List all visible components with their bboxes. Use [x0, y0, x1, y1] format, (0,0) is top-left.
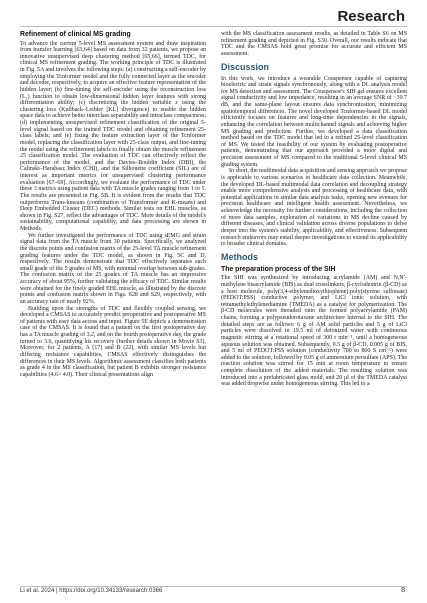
left-column	[20, 31, 206, 378]
paragraph-tdc-method: To advance the current 5-level MS assessment system and draw inspiration from transfer learning [63,64] based on data from 32 patients, we propose an innovative unsupervised deep clustering method [65,66], termed TDC, for clinical MS refinement grading. The working principle of TDC is illustrated in Fig. 5A and involves the following steps: (a) constructing a self-encoder by employing the Tcnformer model and the fully connected layer as the encoder and decoder, respectively, to acquire an effective feature representation of the hidden layer; (b) fine-tuning the self-encoder using the reconstruction loss (L₁) function to obtain low-dimensional hidden layer features with strong differentiation ability; (c) discretizing the hidden variable z using the clustering loss (Kullback–Leibler [KL] divergence) to enable the hidden space data to achieve better interclass separability and intraclass compactness; (d) implementing unsupervised refinement classification of the original 5-level signal based on the trained TDC model and obtaining refinement 25-class labels; and (e) fixing the feature extraction layer of the Tcnformer model, replacing the classification layer with 25-class output, and fine-tuning the model using the refinement labels to finally obtain the muscle refinement 25 classification model. The evaluation of TDC can effectively reflect the performance of the model, and the Davies–Bouldin Index (DBI), the Calinski–Harabasz Index (CHI), and the Silhouette coefficient (SIL) are of interest as important metrics for unsupervised clustering performance evaluation [67–69]. Accordingly, we evaluate the performance of TDC under these 3 metrics using patient data with TA muscle grades ranging from 1 to 5. The results are presented in Fig. 5B. It is evident from the results that TDC outperforms Trans-kmeans (combination of Transformer and K-means) and Deep Embedded Cluster (DEC) methods. Similar tests on EHL muscles, as shown in Fig. S27, reflect the advantages of TDC. More details of the model's sustainability, computational capability, and data processing are shown in Methods.	[20, 40, 206, 232]
paragraph-results-continued: with the MS classification assessment results, as detailed in Table S6 on MS refinement grading and depicted in Fig. S30. Overall, our results indicate that TDC and the CMSAS hold great promise for accurate and efficient MS assessment.	[221, 31, 407, 57]
paragraph-discussion-1: In this work, we introduce a wearable Couspensor capable of capturing bioelectric and strain signals synchronously, along with a DL analysis model for MS detection and assessment. The Couspensor's SIH gel ensures excellent signal conductivity and low impedance, resulting in an average SNR of ~39.7 dB, and the same-plane layout ensures data synchronization, minimizing spatiotemporal differences. The novel developed Tcnformer-based DL model efficiently focuses on features and long-time dependencies in the signals, enhancing the correlation between multichannel signals and achieving higher MS grading and prediction. Further, we developed a data classification method based on the TDC model that led to a refined 25-level classification of MS. We tested the feasibility of our system by evaluating postoperative patients, demonstrating that our approach provided a more digital and precision assessment of MS compared to the traditional 5-level clinical MS grading system.	[221, 75, 407, 168]
journal-title: Research	[337, 8, 405, 25]
subsection-heading-sih-preparation: The preparation process of the SIH	[221, 265, 336, 273]
page-number: 8	[401, 587, 405, 594]
right-column	[221, 31, 407, 388]
paragraph-tdc-evaluation: We further investigated the performance of TDC using sEMG and strain signal data from the TA muscle from 30 patients. Specifically, we analyzed the discrete points and confusion matrix of the 25-level TA muscle refinement grading features under the TDC model, as shown in Fig. 5C and D, respectively. The results demonstrate that TDC effectively separates each small grade of the 5 grades of MS, with minimal overlap between sub-grades. The confusion matrix of the 25 grades of TA muscle has an impressive accuracy of about 95%, further validating the efficacy of TDC. Similar results were obtained for the finely graded EHL muscle, as illustrated by the discrete points and confusion matrix shown in Figs. S28 and S29, respectively, with an accuracy rate of nearly 92%.	[20, 232, 206, 305]
footer-divider	[20, 586, 407, 587]
paragraph-discussion-2: In short, the multimodal data acquisition and sensing approach we propose is applicable to various scenarios in healthcare data collection. Meanwhile, the developed DL-based multimodal data correlation and decoupling strategy enable more comprehensive analysis and processing of healthcare data, with potential applications in similar data analysis tasks, opening new avenues for precision healthcare and intelligent health assessment. Nevertheless, we acknowledge the necessity for further considerations, including the collection of more data samples, exploration of variations in MS decline caused by different diseases, and clinical validation across diverse populations to delve deeper into the system's stability, applicability, and effectiveness. Subsequent research endeavors may entail deeper investigations to extend its applicability to broader clinical domains.	[221, 168, 407, 248]
header-divider	[20, 26, 407, 27]
methods-heading: Methods	[221, 251, 258, 262]
discussion-heading: Discussion	[221, 61, 270, 72]
paragraph-cmsas: Building upon the strengths of TDC and flexibly coupled sensing, we developed a CMSAS to accurately predict preoperative and postoperative MS of patients with easy data access and input. Figure 5E depicts a demonstration case of the CMSAS. It is found that a patient on the first postoperative day has a TA muscle grading of 3.2, and on the fourth postoperative day, the grade turned to 3.6, quantifying his recovery (further details shown in Movie S3). Moreover, for 2 patients, A (17) and B (22), with similar MS levels but differing resistance capabilities, CMSAS effectively distinguishes the differences in their MS levels. Algorithmic assessment classifies both patients as grade 4 in the MS classification, but patient B exhibits stronger resistance capabilities (4.6> 4.0). Their clinical presentations align	[20, 305, 206, 378]
paragraph-sih-preparation: The SIH was synthesized by introducing acrylamide (AM) and N,N′-methylene bisacrylamide (BIS) as dual crosslinkers, β-cyclodextrin (β-CD) as a host molecule, poly(3,4-ethylenedioxythiophene):poly(styrene sulfonate) (PEDOT:PSS) conductive polymer, and LiCl ionic solution, with tetramethylethylenediamine (TMEDA) as a catalyst for polymerization. The β-CD molecules were threaded onto the formed polyacrylamide (PAM) chains, forming a polypseudorotaxane architecture internal to the SIH. The detailed steps are as follows: 6 g of AM solid particles and 5 g of LiCl particles were dissolved in 19.5 ml of deionized water with continuous magnetic stirring at a rotational speed of 300 r min⁻¹, until a homogeneous aqueous solution was obtained. Subsequently, 0.5 g of β-CD, 0.005 g of BIS, and 5 ml of PEDOT:PSS solution (conductivity 700 to 800 S cm⁻¹) were added to the solution, followed by 0.05 g of ammonium persulfate (APS). The reaction solution was stirred for 15 min at room temperature to ensure complete dissolution of the added materials. The resulting solution was introduced into a prefabricated glass mold, and 20 μl of the TMEDA catalyst was added dropwise under homogeneous stirring. This led to a	[221, 275, 407, 388]
subsection-heading-ms-grading: Refinement of clinical MS grading	[20, 31, 131, 38]
footer-citation: Li et al. 2024 | https://doi.org/10.34133/research.0366	[20, 588, 163, 594]
